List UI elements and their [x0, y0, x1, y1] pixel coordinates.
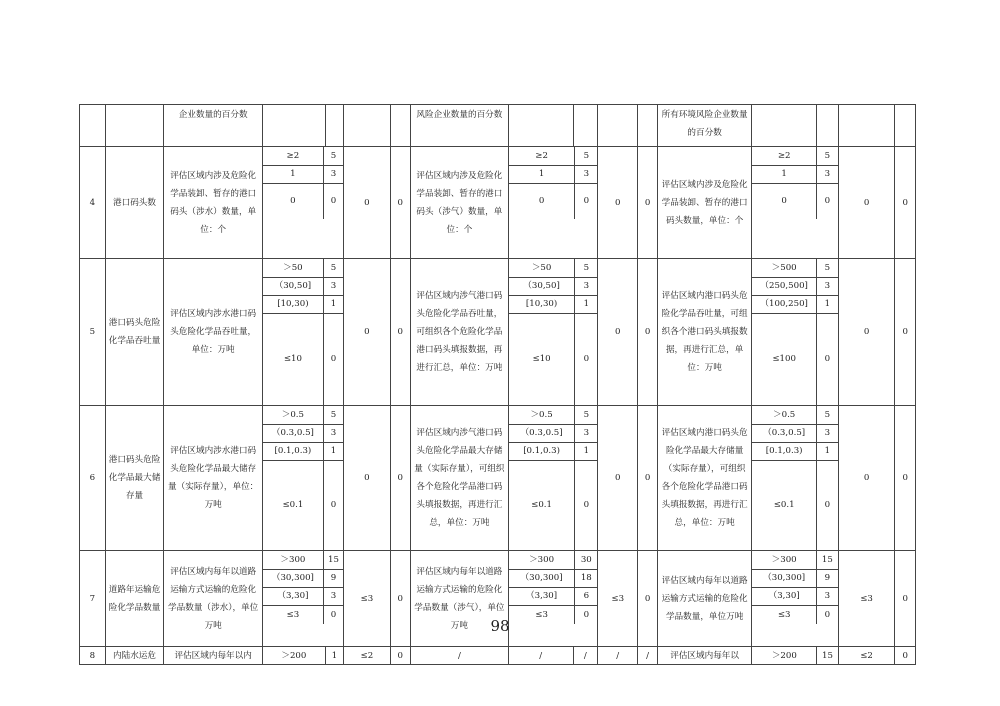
- level-score-table: [752, 406, 837, 550]
- level-range: （0.3,0.5]: [263, 424, 323, 442]
- value-cell: 0: [895, 147, 916, 259]
- level-score-table: [509, 259, 597, 405]
- level-score-table: [263, 406, 343, 550]
- level-range: （3,30]: [263, 587, 323, 605]
- table-cell: 0: [390, 647, 411, 665]
- level-score: 5: [323, 147, 343, 165]
- level-score: 1: [816, 442, 837, 460]
- table-cell: [817, 105, 839, 147]
- level-range: 1: [263, 165, 323, 183]
- level-score-table: [263, 147, 343, 219]
- level-score: 3: [816, 424, 837, 442]
- level-score-cell: [508, 406, 597, 551]
- level-score: 0: [575, 183, 597, 219]
- level-range: （100,250]: [752, 295, 816, 313]
- weight-cell: 0: [598, 406, 638, 551]
- level-row: [263, 165, 343, 183]
- level-row: [509, 424, 597, 442]
- level-row: [752, 165, 837, 183]
- level-row: [752, 587, 837, 605]
- level-score: 1: [575, 295, 597, 313]
- weight-cell: 0: [838, 147, 895, 259]
- level-range: ≤10: [283, 354, 302, 365]
- value-cell: 0: [895, 406, 916, 551]
- level-score-cell: [752, 406, 838, 551]
- level-score: 3: [575, 165, 597, 183]
- level-range: ≤3: [535, 609, 548, 620]
- level-range: ＞300: [263, 551, 323, 569]
- value-cell: 0: [638, 147, 658, 259]
- level-score: 1: [575, 442, 597, 460]
- table-cell: ＞200: [752, 647, 817, 665]
- table-cell: [411, 105, 509, 147]
- level-score: 3: [575, 277, 597, 295]
- level-score-cell: [752, 259, 838, 406]
- level-row: [263, 147, 343, 165]
- level-score: 3: [816, 587, 837, 605]
- level-score: 3: [816, 165, 837, 183]
- value-cell: 0: [895, 259, 916, 406]
- level-score: 1: [323, 442, 343, 460]
- level-range: ≥2: [263, 147, 323, 165]
- indicator-name-cell: 道路年运输危险化学品数量: [105, 551, 164, 647]
- level-score: 0: [816, 313, 837, 405]
- level-score: 5: [816, 406, 837, 424]
- level-row: [752, 551, 837, 569]
- indicator-desc-cell: 评估区域内涉及危险化学品装卸、暂存的港口码头数量，单位：个: [657, 147, 752, 259]
- level-range: ≤3: [777, 609, 791, 620]
- level-row: [509, 165, 597, 183]
- level-row: [509, 147, 597, 165]
- level-range: ＞50: [509, 259, 575, 277]
- level-row: [752, 259, 837, 277]
- value-cell: 0: [638, 259, 658, 406]
- level-row: [752, 424, 837, 442]
- level-range: ＞0.5: [752, 406, 816, 424]
- level-row: [263, 259, 343, 277]
- level-range: ≤0.1: [773, 500, 795, 511]
- level-row: [263, 587, 343, 605]
- level-row: [752, 442, 837, 460]
- level-range: （250,500]: [752, 277, 816, 295]
- level-score-cell: [508, 259, 597, 406]
- row-number-cell: 5: [80, 259, 106, 406]
- table-cell: ≤2: [344, 647, 390, 665]
- table-cell: [838, 105, 895, 147]
- level-row: [263, 460, 343, 550]
- weight-cell: 0: [344, 147, 390, 259]
- level-range: ＞50: [263, 259, 323, 277]
- table-cell: 8: [80, 647, 106, 665]
- table-cell: ＞200: [263, 647, 326, 665]
- level-score: 5: [816, 259, 837, 277]
- level-score: 18: [575, 569, 597, 587]
- level-range: [10,30): [509, 295, 575, 313]
- weight-cell: 0: [838, 259, 895, 406]
- level-score: 0: [816, 183, 837, 219]
- level-score: 3: [816, 277, 837, 295]
- value-cell: 0: [638, 551, 658, 647]
- level-score: 0: [816, 605, 837, 624]
- level-range: ≤0.1: [531, 500, 553, 511]
- level-row: [509, 295, 597, 313]
- level-row: [752, 183, 837, 219]
- level-range: ≥2: [509, 147, 575, 165]
- cell-text: 企业数量的百分数: [178, 110, 248, 120]
- indicator-table: [79, 104, 916, 665]
- indicator-desc-cell: 评估区域内涉水港口码头危险化学品最大储存量（实际存量），单位：万吨: [164, 406, 263, 551]
- level-score-table: [263, 259, 343, 405]
- level-row: [752, 460, 837, 550]
- table-cell: [752, 105, 817, 147]
- value-cell: 0: [390, 551, 411, 647]
- level-row: [752, 147, 837, 165]
- level-score-cell: [263, 259, 344, 406]
- level-range: ≤10: [532, 354, 551, 365]
- level-range: ＞300: [509, 551, 575, 569]
- indicator-desc-cell: 评估区域内涉气港口码头危险化学品吞吐量，可组织各个危险化学品港口码头填报数据，再进行汇总，单位：万吨: [411, 259, 509, 406]
- level-score-cell: [263, 147, 344, 259]
- level-score: 0: [575, 313, 597, 405]
- indicator-desc-cell: 评估区域内每年以道路运输方式运输的危险化学品数量（涉气），单位万吨: [411, 551, 509, 647]
- level-row: [263, 313, 343, 405]
- table-cell: [344, 105, 390, 147]
- level-range: ＞0.5: [263, 406, 323, 424]
- level-score: 0: [323, 605, 343, 624]
- level-score: 0: [816, 460, 837, 550]
- level-score-table: [509, 147, 597, 219]
- indicator-desc-cell: 评估区域内港口码头危险化学品吞吐量，可组织各个港口码头填报数据，再进行汇总，单位：万吨: [657, 259, 752, 406]
- level-row: [509, 313, 597, 405]
- table-cell: 15: [817, 647, 839, 665]
- level-score: 3: [323, 277, 343, 295]
- indicator-name-cell: 港口码头危险化学品最大储存量: [105, 406, 164, 551]
- level-row: [752, 406, 837, 424]
- level-row: [263, 277, 343, 295]
- level-range: ≤0.1: [282, 500, 304, 511]
- level-score: 5: [575, 259, 597, 277]
- level-range: ＞500: [752, 259, 816, 277]
- indicator-desc-cell: 评估区域内涉及危险化学品装卸、暂存的港口码头（涉气）数量，单位：个: [411, 147, 509, 259]
- level-score: 3: [323, 587, 343, 605]
- level-range: （30,300]: [263, 569, 323, 587]
- row-number-cell: 4: [80, 147, 106, 259]
- table-row: [80, 105, 916, 147]
- table-cell: [164, 105, 263, 147]
- level-row: [509, 406, 597, 424]
- table-cell: [105, 105, 164, 147]
- level-score: 5: [575, 406, 597, 424]
- table-cell: 1: [325, 647, 344, 665]
- table-cell: 0: [895, 647, 916, 665]
- level-row: [509, 587, 597, 605]
- level-score-cell: [263, 406, 344, 551]
- level-range: （3,30]: [752, 587, 816, 605]
- value-cell: 0: [895, 551, 916, 647]
- table-row: [80, 406, 916, 551]
- level-score: 3: [575, 424, 597, 442]
- table-cell: /: [508, 647, 573, 665]
- level-row: [509, 551, 597, 569]
- weight-cell: 0: [344, 406, 390, 551]
- level-score: 15: [816, 551, 837, 569]
- level-range: （30,50]: [509, 277, 575, 295]
- level-row: [263, 295, 343, 313]
- level-range: （0.3,0.5]: [752, 424, 816, 442]
- level-score: 9: [323, 569, 343, 587]
- value-cell: 0: [390, 259, 411, 406]
- weight-cell: ≤3: [598, 551, 638, 647]
- value-cell: 0: [390, 406, 411, 551]
- table-row: [80, 647, 916, 665]
- level-score: 0: [323, 460, 343, 550]
- weight-cell: 0: [344, 259, 390, 406]
- level-row: [263, 442, 343, 460]
- level-range: [10,30): [263, 295, 323, 313]
- level-row: [752, 313, 837, 405]
- table-cell: /: [638, 647, 658, 665]
- level-row: [509, 259, 597, 277]
- level-row: [509, 277, 597, 295]
- level-row: [509, 569, 597, 587]
- level-row: [263, 551, 343, 569]
- level-score: 0: [323, 183, 343, 219]
- table-cell: ≤2: [838, 647, 895, 665]
- level-score: 30: [575, 551, 597, 569]
- cell-text: 所有环境风险企业数量的百分数: [661, 110, 748, 138]
- level-score-table: [509, 551, 597, 624]
- level-row: [263, 569, 343, 587]
- level-row: [509, 460, 597, 550]
- level-score-cell: [508, 147, 597, 259]
- table-cell: 评估区域内每年以: [657, 647, 752, 665]
- indicator-desc-cell: 评估区域内每年以道路运输方式运输的危险化学品数量（涉水），单位万吨: [164, 551, 263, 647]
- indicator-desc-cell: 评估区域内港口码头危险化学品最大存储量（实际存量），可组织各个危险化学品港口码头填报数据，再进行汇总，单位：万吨: [657, 406, 752, 551]
- level-range: [0.1,0.3): [509, 442, 575, 460]
- level-score: 5: [323, 406, 343, 424]
- page-number: 98: [490, 617, 510, 635]
- level-score-table: [263, 551, 343, 624]
- level-range: ≥2: [752, 147, 816, 165]
- indicator-desc-cell: 评估区域内涉及危险化学品装卸、暂存的港口码头（涉水）数量，单位：个: [164, 147, 263, 259]
- row-number-cell: 6: [80, 406, 106, 551]
- level-row: [752, 569, 837, 587]
- level-row: [509, 183, 597, 219]
- indicator-name-cell: 港口码头危险化学品吞吐量: [105, 259, 164, 406]
- level-score: 5: [323, 259, 343, 277]
- table-cell: [573, 105, 598, 147]
- level-range: [0.1,0.3): [752, 442, 816, 460]
- level-range: ＞0.5: [509, 406, 575, 424]
- level-score-cell: [752, 147, 838, 259]
- table-cell: [263, 105, 326, 147]
- value-cell: 0: [390, 147, 411, 259]
- table-cell: 评估区域内每年以内: [164, 647, 263, 665]
- table-cell: [508, 105, 573, 147]
- table-row: [80, 259, 916, 406]
- table-cell: [325, 105, 344, 147]
- level-row: [752, 277, 837, 295]
- table-cell: [895, 105, 916, 147]
- level-range: 1: [752, 165, 816, 183]
- value-cell: 0: [638, 406, 658, 551]
- weight-cell: 0: [598, 259, 638, 406]
- level-row: [752, 295, 837, 313]
- table-cell: /: [598, 647, 638, 665]
- table-cell: [638, 105, 658, 147]
- level-range: 0: [538, 196, 545, 207]
- indicator-desc-cell: 评估区域内涉气港口码头危险化学品最大存储量（实际存量），可组织各个危险化学品港口码头填报数据，再进行汇总，单位：万吨: [411, 406, 509, 551]
- row-number-cell: 7: [80, 551, 106, 647]
- level-range: （30,300]: [752, 569, 816, 587]
- indicator-name-cell: 港口码头数: [105, 147, 164, 259]
- level-score: 0: [575, 605, 597, 624]
- table-cell: [80, 105, 106, 147]
- level-range: 1: [509, 165, 575, 183]
- level-score-table: [752, 259, 837, 405]
- level-range: 0: [290, 196, 296, 207]
- level-score: 0: [323, 313, 343, 405]
- level-score: 9: [816, 569, 837, 587]
- level-score: 3: [323, 165, 343, 183]
- table-cell: /: [411, 647, 509, 665]
- level-range: ≤100: [772, 354, 796, 365]
- indicator-desc-cell: 评估区域内涉水港口码头危险化学品吞吐量，单位：万吨: [164, 259, 263, 406]
- indicator-desc-cell: 评估区域内每年以道路运输方式运输的危险化学品数量，单位万吨: [657, 551, 752, 647]
- cell-text: 风险企业数量的百分数: [416, 110, 503, 120]
- level-range: （0.3,0.5]: [509, 424, 575, 442]
- level-row: [263, 183, 343, 219]
- level-range: （30,50]: [263, 277, 323, 295]
- weight-cell: 0: [598, 147, 638, 259]
- level-score-table: [509, 406, 597, 550]
- level-score-table: [752, 147, 837, 219]
- level-range: 0: [781, 196, 787, 207]
- table-row: [80, 147, 916, 259]
- table-cell: [598, 105, 638, 147]
- level-score: 3: [323, 424, 343, 442]
- table-cell: /: [573, 647, 598, 665]
- table-cell: [657, 105, 752, 147]
- level-score: 5: [816, 147, 837, 165]
- level-score: 5: [575, 147, 597, 165]
- level-row: [263, 424, 343, 442]
- level-score-table: [752, 551, 837, 624]
- level-range: [0.1,0.3): [263, 442, 323, 460]
- level-range: （30,300]: [509, 569, 575, 587]
- level-range: （3,30]: [509, 587, 575, 605]
- weight-cell: ≤3: [838, 551, 895, 647]
- level-row: [263, 406, 343, 424]
- level-score: 6: [575, 587, 597, 605]
- level-score: 15: [323, 551, 343, 569]
- level-range: ＞300: [752, 551, 816, 569]
- level-score: 1: [816, 295, 837, 313]
- weight-cell: 0: [838, 406, 895, 551]
- level-score: 0: [575, 460, 597, 550]
- table-cell: 内陆水运危: [105, 647, 164, 665]
- level-range: ≤3: [286, 609, 300, 620]
- weight-cell: ≤3: [344, 551, 390, 647]
- level-score: 1: [323, 295, 343, 313]
- level-row: [509, 442, 597, 460]
- table-cell: [390, 105, 411, 147]
